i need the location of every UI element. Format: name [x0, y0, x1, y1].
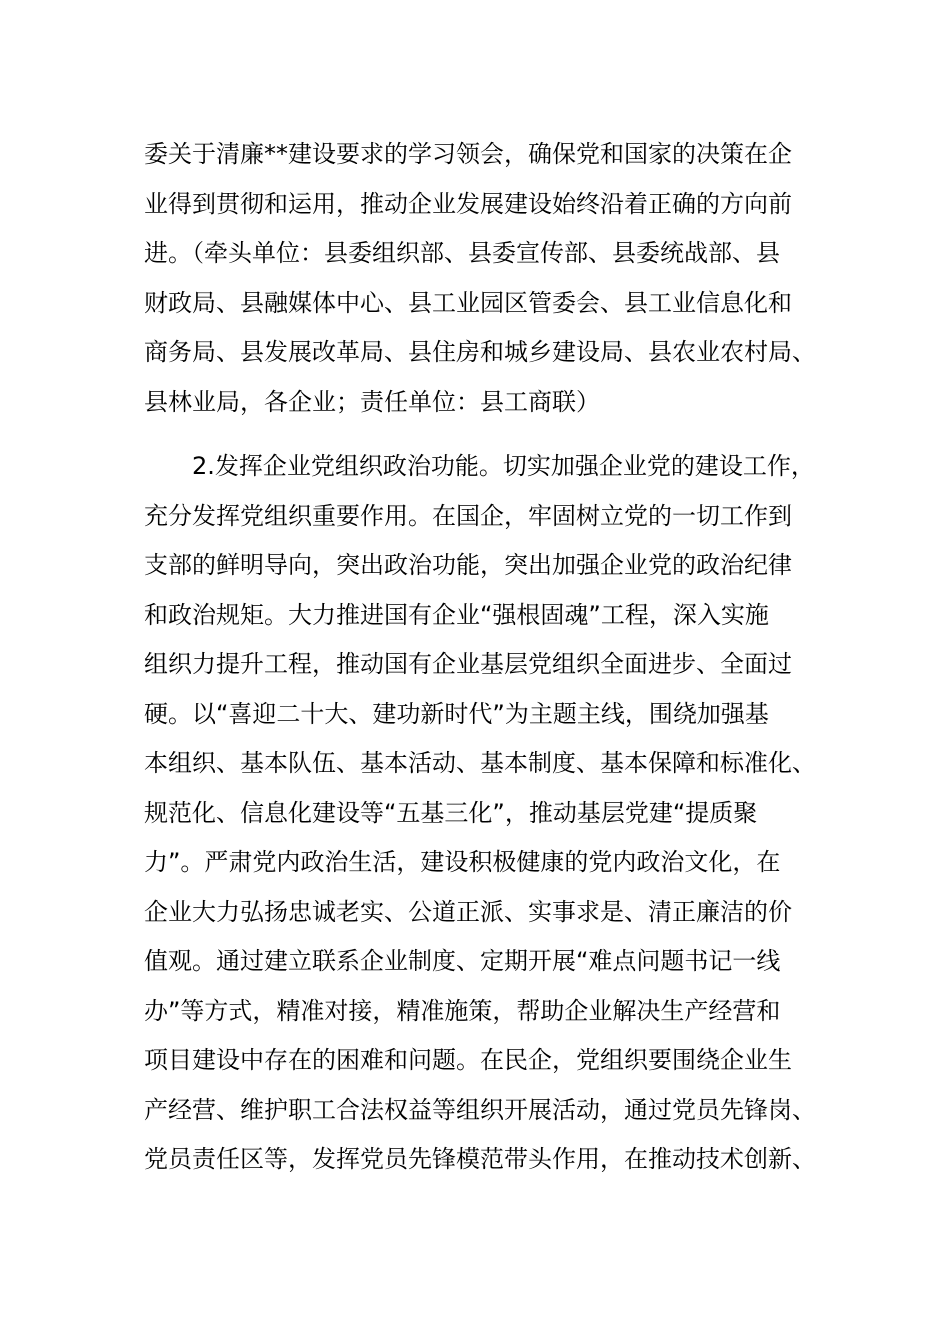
paragraph-line: 和政治规矩。大力推进国有企业“强根固魂”工程，深入实施: [144, 600, 769, 629]
paragraph-line: 充分发挥党组织重要作用。在国企，牢固树立党的一切工作到: [144, 501, 792, 530]
paragraph-line: 业得到贯彻和运用，推动企业发展建设始终沿着正确的方向前: [144, 189, 792, 218]
paragraph-line: 力”。严肃党内政治生活，建设积极健康的党内政治文化，在: [144, 848, 781, 876]
paragraph-line: 硬。以“喜迎二十大、建功新时代”为主题主线，围绕加强基: [144, 699, 769, 728]
paragraph-line: 2.发挥企业党组织政治功能。切实加强企业党的建设工作，: [192, 452, 815, 480]
paragraph-line: 委关于清廉**建设要求的学习领会，确保党和国家的决策在企: [144, 140, 792, 168]
paragraph-line: 县林业局，各企业；责任单位：县工商联）: [144, 387, 600, 416]
paragraph-line: 组织力提升工程，推动国有企业基层党组织全面进步、全面过: [144, 650, 792, 678]
paragraph-line: 产经营、维护职工合法权益等组织开展活动，通过党员先锋岗、: [144, 1095, 816, 1124]
paragraph-line: 商务局、县发展改革局、县住房和城乡建设局、县农业农村局、: [144, 338, 816, 366]
paragraph-line: 企业大力弘扬忠诚老实、公道正派、实事求是、清正廉洁的价: [144, 897, 792, 926]
paragraph-line: 党员责任区等，发挥党员先锋模范带头作用，在推动技术创新、: [144, 1145, 816, 1173]
paragraph-line: 规范化、信息化建设等“五基三化”，推动基层党建“提质聚: [144, 798, 758, 827]
paragraph-line: 本组织、基本队伍、基本活动、基本制度、基本保障和标准化、: [144, 749, 816, 777]
paragraph-line: 值观。通过建立联系企业制度、定期开展“难点问题书记一线: [144, 947, 781, 975]
paragraph-line: 项目建设中存在的困难和问题。在民企，党组织要围绕企业生: [144, 1046, 792, 1074]
paragraph-line: 财政局、县融媒体中心、县工业园区管委会、县工业信息化和: [144, 288, 792, 317]
paragraph-1: [144, 130, 824, 427]
paragraph-line: 支部的鲜明导向，突出政治功能，突出加强企业党的政治纪律: [144, 551, 792, 579]
paragraph-2: [144, 442, 824, 1185]
paragraph-line: 进。（牵头单位：县委组织部、县委宣传部、县委统战部、县: [144, 239, 780, 267]
paragraph-line: 办”等方式，精准对接，精准施策，帮助企业解决生产经营和: [144, 996, 781, 1025]
